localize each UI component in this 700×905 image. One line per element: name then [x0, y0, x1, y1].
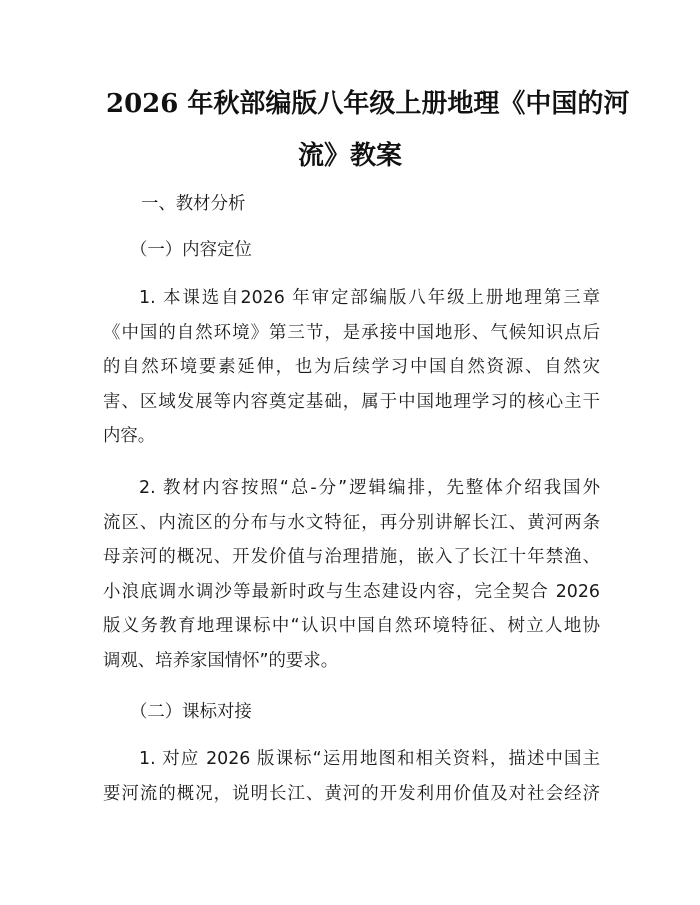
paragraph-line: 小浪底调水调沙等最新时政与生态建设内容，完全契合 2026 [103, 581, 600, 602]
paragraph-line: 流区、内流区的分布与水文特征，再分别讲解长江、黄河两条 [103, 512, 600, 533]
paragraph-line: 母亲河的概况、开发价值与治理措施，嵌入了长江十年禁渔、 [103, 547, 600, 568]
paragraph-line: 《中国的自然环境》第三节，是承接中国地形、气候知识点后 [103, 322, 600, 343]
paragraph-line: 调观、培养家国情怀”的要求。 [103, 650, 339, 671]
paragraph-line: 要河流的概况，说明长江、黄河的开发利用价值及对社会经济 [103, 783, 600, 804]
paragraph-2 [103, 471, 600, 679]
subsection-heading-curriculum-alignment: （二）课标对接 [130, 702, 252, 722]
paragraph-1 [103, 281, 600, 454]
title-line-2: 流》教案 [298, 141, 403, 171]
document-title [100, 78, 630, 182]
paragraph-3 [103, 742, 600, 811]
paragraph-line: 1. 本课选自2026 年审定部编版八年级上册地理第三章 [139, 288, 600, 308]
paragraph-line: 内容。 [103, 426, 156, 447]
section-heading-textbook-analysis: 一、教材分析 [141, 194, 246, 214]
paragraph-line: 2. 教材内容按照“总-分”逻辑编排，先整体介绍我国外 [139, 478, 600, 498]
paragraph-line: 1. 对应 2026 版课标“运用地图和相关资料，描述中国主 [139, 749, 600, 769]
title-line-1: 2026 年秋部编版八年级上册地理《中国的河 [106, 89, 630, 119]
paragraph-line: 的自然环境要素延伸，也为后续学习中国自然资源、自然灾 [103, 357, 600, 378]
subsection-heading-content-positioning: （一）内容定位 [130, 240, 252, 260]
paragraph-line: 害、区域发展等内容奠定基础，属于中国地理学习的核心主干 [103, 391, 600, 412]
paragraph-line: 版义务教育地理课标中“认识中国自然环境特征、树立人地协 [103, 616, 600, 637]
